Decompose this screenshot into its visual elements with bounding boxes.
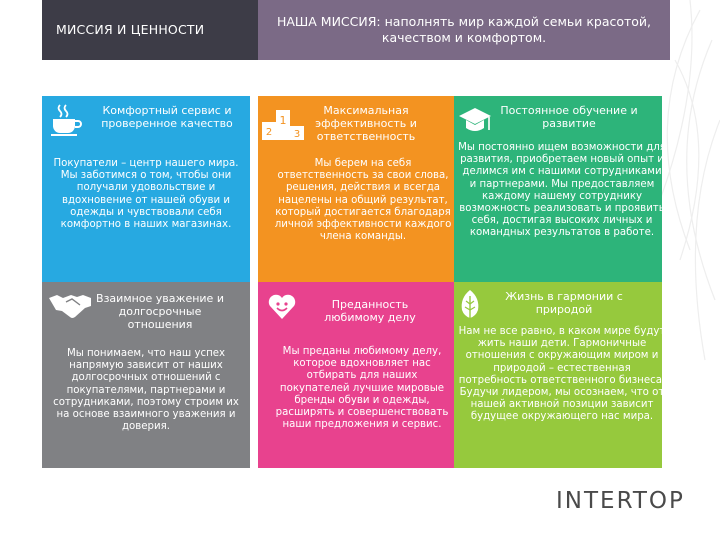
value-tile-comfort (42, 96, 250, 282)
value-tile-respect (42, 282, 250, 468)
heart-smile-icon (266, 290, 298, 322)
value-tile-devotion (258, 282, 466, 468)
tile-text: Мы берем на себя ответственность за свои слова, решения, действия и всегда нацелены на общий результат, который достигается благодаря личной эффективности каждого члена команды. (274, 158, 452, 243)
mission-statement: НАША МИССИЯ: наполнять мир каждой семьи красотой, качеством и комфортом. (276, 14, 652, 45)
tile-title: Максимальная эффективность и ответственность (315, 104, 417, 143)
handshake-icon (48, 290, 92, 320)
coffee-cup-icon (48, 102, 84, 138)
value-tile-efficiency (258, 96, 466, 282)
section-title: МИССИЯ И ЦЕННОСТИ (56, 22, 205, 37)
tile-title: Взаимное уважение и долгосрочные отношения (96, 292, 224, 331)
graduation-cap-icon (458, 104, 492, 138)
intertop-logo: INTERTOP (556, 488, 685, 514)
tile-title: Жизнь в гармонии с природой (505, 290, 623, 316)
tile-title: Постоянное обучение и развитие (500, 104, 638, 130)
tile-text: Покупатели – центр нашего мира. Мы заботимся о том, чтобы они получали удовольствие и вдохновение от нашей обуви и одежды и чувствовали себя комфортно в наших магазинах. (53, 158, 239, 231)
section-title-panel (42, 0, 258, 60)
podium-label-2: 2 (265, 127, 273, 138)
podium-label-3: 3 (293, 129, 301, 140)
tile-text: Мы понимаем, что наш успех напрямую зависит от наших долгосрочных отношений с покупателями, партнерами и сотрудниками, поэтому строим их на основе взаимного уважения и доверия. (53, 348, 239, 433)
value-tile-learning (454, 96, 666, 282)
podium-label-1: 1 (279, 114, 287, 127)
tile-text: Мы постоянно ищем возможности для развития, приобретаем новый опыт и делимся им с нашими сотрудниками и партнерами. Мы предоставляем каждому нашему сотруднику возможность реализовать и проявить себя, достигая высоких личных и командных результатов в работе. (458, 142, 666, 239)
tile-text: Нам не все равно, в каком мире будут жить наши дети. Гармоничные отношения с окружающим миром и природой – естественная потребность ответственного бизнеса. Будучи лидером, мы осознаем, что от нашей активной позиции зависит будущее окружающего нас мира. (458, 326, 666, 423)
tile-title: Комфортный сервис и проверенное качество (101, 104, 233, 130)
tile-text: Мы преданы любимому делу, которое вдохновляет нас отбирать для наших покупателей лучшие мировые бренды обуви и одежды, расширять и совершенствовать наши предложения и сервис. (275, 346, 449, 431)
tile-title: Преданность любимому делу (324, 298, 416, 324)
value-tile-nature (454, 282, 666, 468)
podium-icon (260, 104, 306, 144)
leaf-icon (458, 288, 482, 324)
mission-panel (258, 0, 670, 60)
